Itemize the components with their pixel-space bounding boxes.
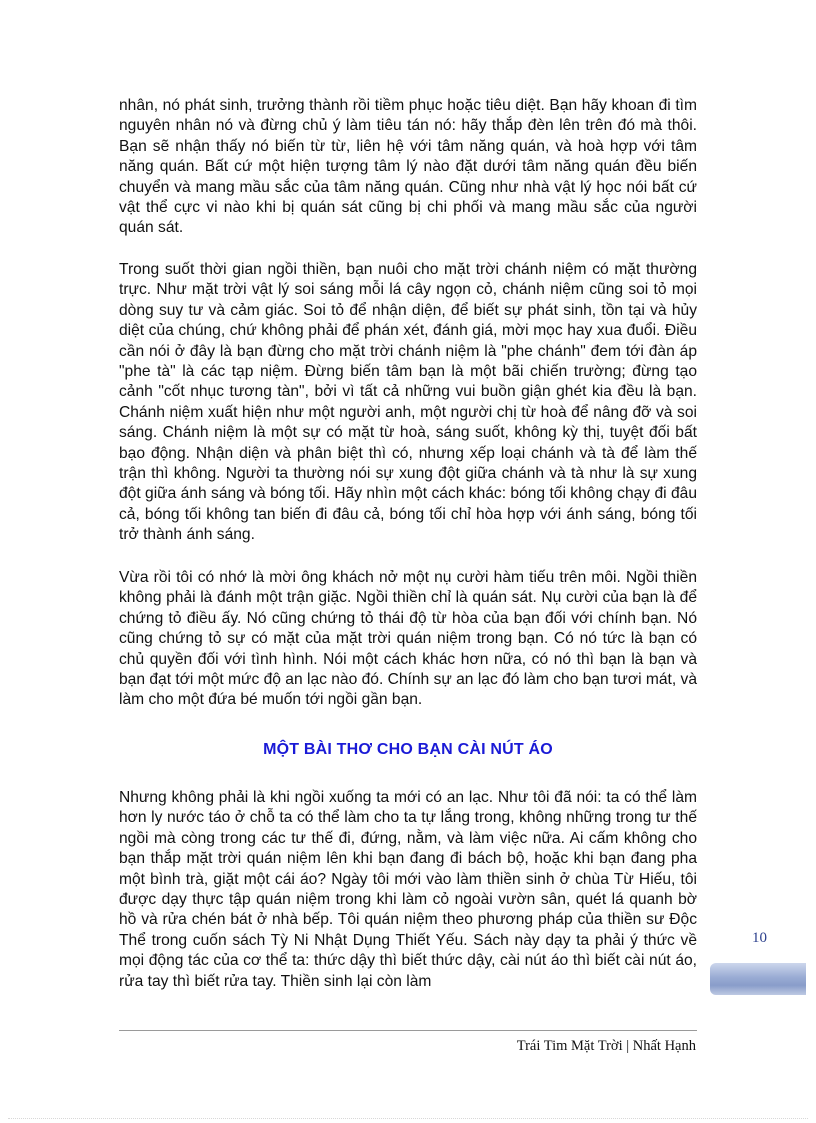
footer-divider [119, 1030, 697, 1031]
section-paragraph: Nhưng không phải là khi ngồi xuống ta mới có an lạc. Như tôi đã nói: ta có thể làm hơn ly nước táo ở chỗ ta có thể làm cho ta tự lắng trong, không những trong tư thế ngồi mà còng trong các tư thế đi, đứng, nằm, và làm việc nữa. Ai cấm không cho bạn thắp mặt trời quán niệm lên khi bạn đang đi bách bộ, hoặc khi bạn đang pha một bình trà, giặt một cái áo? Ngày tôi mới vào làm thiền sinh ở chùa Từ Hiếu, tôi được dạy thực tập quán niệm trong khi làm cỏ ngoài vườn sân, quét lá quanh bờ hồ và rửa chén bát ở nhà bếp. Tôi quán niệm theo phương pháp của thiền sư Độc Thể trong cuốn sách Tỳ Ni Nhật Dụng Thiết Yếu. Sách này dạy ta phải ý thức về mọi động tác của cơ thể ta: thức dậy thì biết thức dậy, cài nút áo thì biết cài nút áo, rửa tay thì biết rửa tay. Thiền sinh lại còn làm [119, 789, 697, 990]
paragraph-1: nhân, nó phát sinh, trưởng thành rồi tiềm phục hoặc tiêu diệt. Bạn hãy khoan đi tìm nguyên nhân nó và đừng chủ ý làm tiêu tán nó: hãy thắp đèn lên trên đó mà thôi. Bạn sẽ nhận thấy nó biến từ từ, liên hệ với tâm năng quán, và hoà hợp với tâm năng quán. Bất cứ một hiện tượng tâm lý nào đặt dưới tâm năng quán đều biến chuyển và mang mầu sắc của tâm năng quán. Cũng như nhà vật lý học nói bất cứ vật thể cực vi nào khi bị quán sát cũng bị chi phối và mang mầu sắc của người quán sát. [119, 97, 697, 237]
paragraph-2: Trong suốt thời gian ngồi thiền, bạn nuôi cho mặt trời chánh niệm có mặt thường trực. Như mặt trời vật lý soi sáng mỗi lá cây ngọn cỏ, chánh niệm cũng soi tỏ mọi dòng suy tư và cảm giác. Soi tỏ để nhận diện, để biết sự phát sinh, tồn tại và hủy diệt của chúng, chứ không phải để phán xét, đánh giá, mời mọc hay xua đuổi. Điều cần nói ở đây là bạn đừng cho mặt trời chánh niệm là "phe chánh" đem tới đàn áp "phe tà" là các tạp niệm. Đừng biến tâm bạn là một bãi chiến trường; đừng tạo cảnh "cốt nhục tương tàn", bởi vì tất cả những vui buồn giận ghét kia đều là bạn. Chánh niệm xuất hiện như một người anh, một người chị từ hoà để nâng đỡ và soi sáng. Chánh niệm là một sự có mặt từ hoà, sáng suốt, không kỳ thị, tuyệt đối bất bạo động. Nhận diện và phân biệt thì có, nhưng xếp loại chánh và tà để làm thế trận thì không. Người ta thường nói sự xung đột giữa chánh và tà như là sự xung đột giữa ánh sáng và bóng tối. Hãy nhìn một cách khác: bóng tối không chạy đi đâu cả, bóng tối không tan biến đi đâu cả, bóng tối chỉ hòa hợp với ánh sáng, bóng tối trở thành ánh sáng. [119, 261, 697, 544]
page-tab-decoration [710, 963, 806, 995]
page-bottom-border [8, 1118, 808, 1119]
page-number: 10 [752, 930, 767, 946]
paragraph-3: Vừa rồi tôi có nhớ là mời ông khách nở một nụ cười hàm tiếu trên môi. Ngồi thiền không phải là đánh một trận giặc. Ngồi thiền chỉ là quán sát. Nụ cười của bạn là để chứng tỏ điều ấy. Nó cũng chứng tỏ thái độ từ hòa của bạn đối với chính bạn. Nó cũng chứng tỏ sự có mặt của mặt trời quán niệm trong bạn. Có nó tức là bạn có chủ quyền đối với tình hình. Nói một cách khác hơn nữa, có nó thì bạn là bạn và bạn đạt tới một mức độ an lạc nào đó. Chính sự an lạc đó làm cho bạn tươi mát, và làm cho một đứa bé muốn tới ngồi gần bạn. [119, 569, 697, 709]
section-heading: MỘT BÀI THƠ CHO BẠN CÀI NÚT ÁO [263, 741, 553, 758]
footer-title: Trái Tim Mặt Trời | Nhất Hạnh [516, 1038, 696, 1054]
